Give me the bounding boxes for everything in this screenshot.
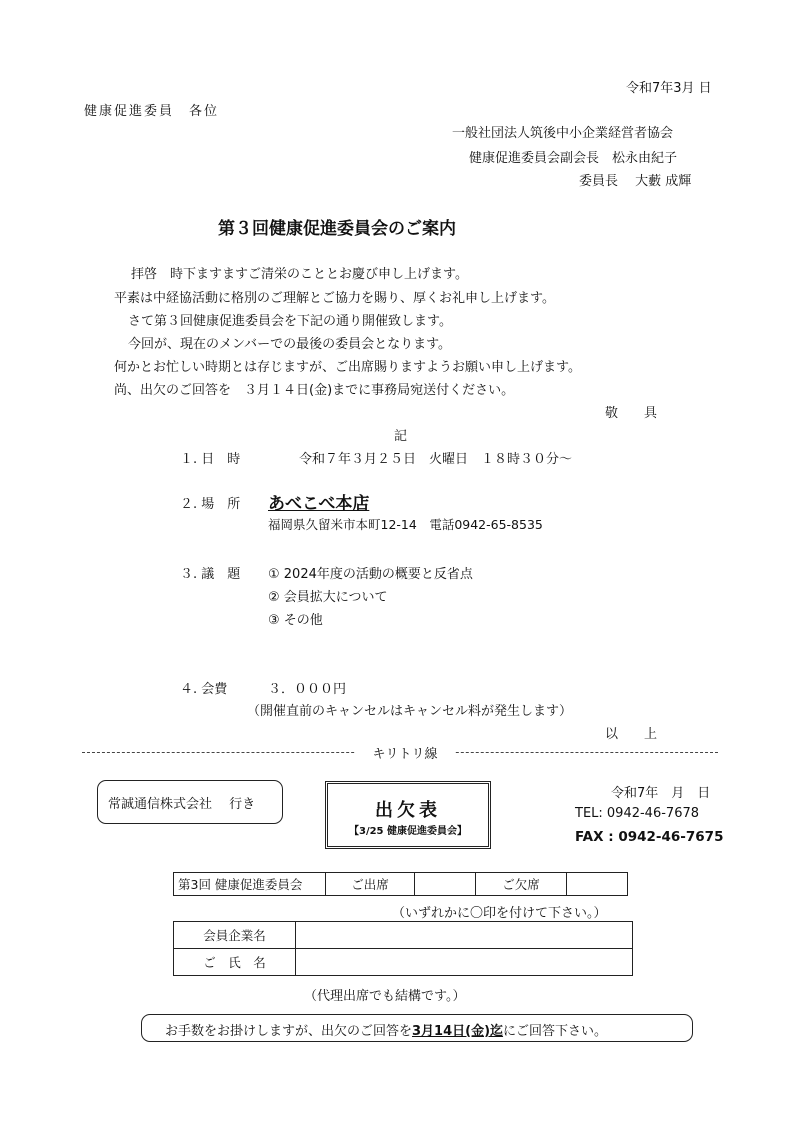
sender-organization: 一般社団法人筑後中小企業経営者協会 (452, 126, 674, 141)
closing-ijou: 以 上 (605, 727, 658, 742)
venue-name: あべこべ本店 (268, 494, 370, 514)
footer-notice-box (141, 1014, 693, 1042)
notice-date: 令和7年3月 日 (626, 81, 712, 96)
page-title: 第３回健康促進委員会のご案内 (218, 219, 456, 239)
footer-deadline: 3月14日(金)迄 (412, 1024, 504, 1039)
sender-chair: 委員長 大藪 成輝 (579, 174, 692, 189)
agenda-item-3: ③ その他 (268, 613, 323, 628)
attend-mark-cell[interactable] (415, 873, 476, 896)
datetime-value: 令和７年３月２５日 火曜日 １８時３０分～ (299, 452, 573, 467)
addressee: 健康促進委員 各位 (84, 104, 220, 119)
fax-number: FAX : 0942-46-7675 (575, 829, 724, 845)
member-info-table (173, 921, 633, 976)
sender-vice-chair: 健康促進委員会副会長 松永由紀子 (469, 151, 678, 166)
datetime-label: １. 日 時 (180, 452, 241, 467)
venue-address: 福岡県久留米市本町12-14 電話0942-65-8535 (268, 517, 543, 532)
attendance-table (173, 872, 628, 896)
attendance-note: （いずれかに〇印を付けて下さい。） (392, 906, 607, 921)
footer-notice-pre: お手数をお掛けしますが、出欠のご回答を (165, 1024, 413, 1039)
body-line-4: 今回が、現在のメンバーでの最後の委員会となります。 (128, 337, 452, 352)
meeting-name-cell: 第3回 健康促進委員会 (174, 873, 326, 896)
body-line-1: 拝啓 時下ますますご清栄のこととお慶び申し上げます。 (131, 267, 468, 282)
tel-number: TEL: 0942-46-7678 (575, 806, 700, 821)
company-label-cell: 会員企業名 (174, 922, 296, 949)
attend-label-cell: ご出席 (326, 873, 415, 896)
agenda-item-1: ① 2024年度の活動の概要と反省点 (268, 567, 473, 582)
fee-value: ３．０００円 (268, 682, 347, 697)
recipient-label: 常誠通信株式会社 行き (108, 797, 256, 812)
agenda-label: ３. 議 題 (180, 567, 241, 582)
footer-notice (165, 1020, 607, 1039)
name-label-cell: ご 氏 名 (174, 949, 296, 976)
fee-note: （開催直前のキャンセルはキャンセル料が発生します） (247, 704, 573, 719)
ki-heading: 記 (394, 429, 408, 444)
form-subtitle: 【3/25 健康促進委員会】 (348, 826, 467, 837)
recipient-box (97, 780, 283, 824)
agenda-item-2: ② 会員拡大について (268, 590, 388, 605)
form-title: 出欠表 (375, 800, 441, 821)
reply-date: 令和7年 月 日 (611, 786, 711, 801)
body-line-6: 尚、出欠のご回答を ３月１４日(金)までに事務局宛送付ください。 (114, 383, 515, 398)
body-line-2: 平素は中経協活動に格別のご理解とご協力を賜り、厚くお礼申し上げます。 (114, 291, 555, 306)
fee-label: ４. 会費 (180, 682, 228, 697)
cut-line-label: キリトリ線 (355, 743, 455, 762)
form-title-box (325, 781, 491, 849)
footer-notice-post: にご回答下さい。 (503, 1024, 608, 1039)
absent-mark-cell[interactable] (567, 873, 628, 896)
place-label: ２. 場 所 (180, 497, 241, 512)
proxy-note: （代理出席でも結構です。） (304, 989, 466, 1004)
body-line-5: 何かとお忙しい時期とは存じますが、ご出席賜りますようお願い申し上げます。 (114, 360, 581, 375)
closing-keigu: 敬 具 (605, 406, 658, 421)
company-field[interactable] (296, 922, 633, 949)
body-line-3: さて第３回健康促進委員会を下記の通り開催致します。 (128, 314, 452, 329)
name-field[interactable] (296, 949, 633, 976)
absent-label-cell: ご欠席 (476, 873, 567, 896)
